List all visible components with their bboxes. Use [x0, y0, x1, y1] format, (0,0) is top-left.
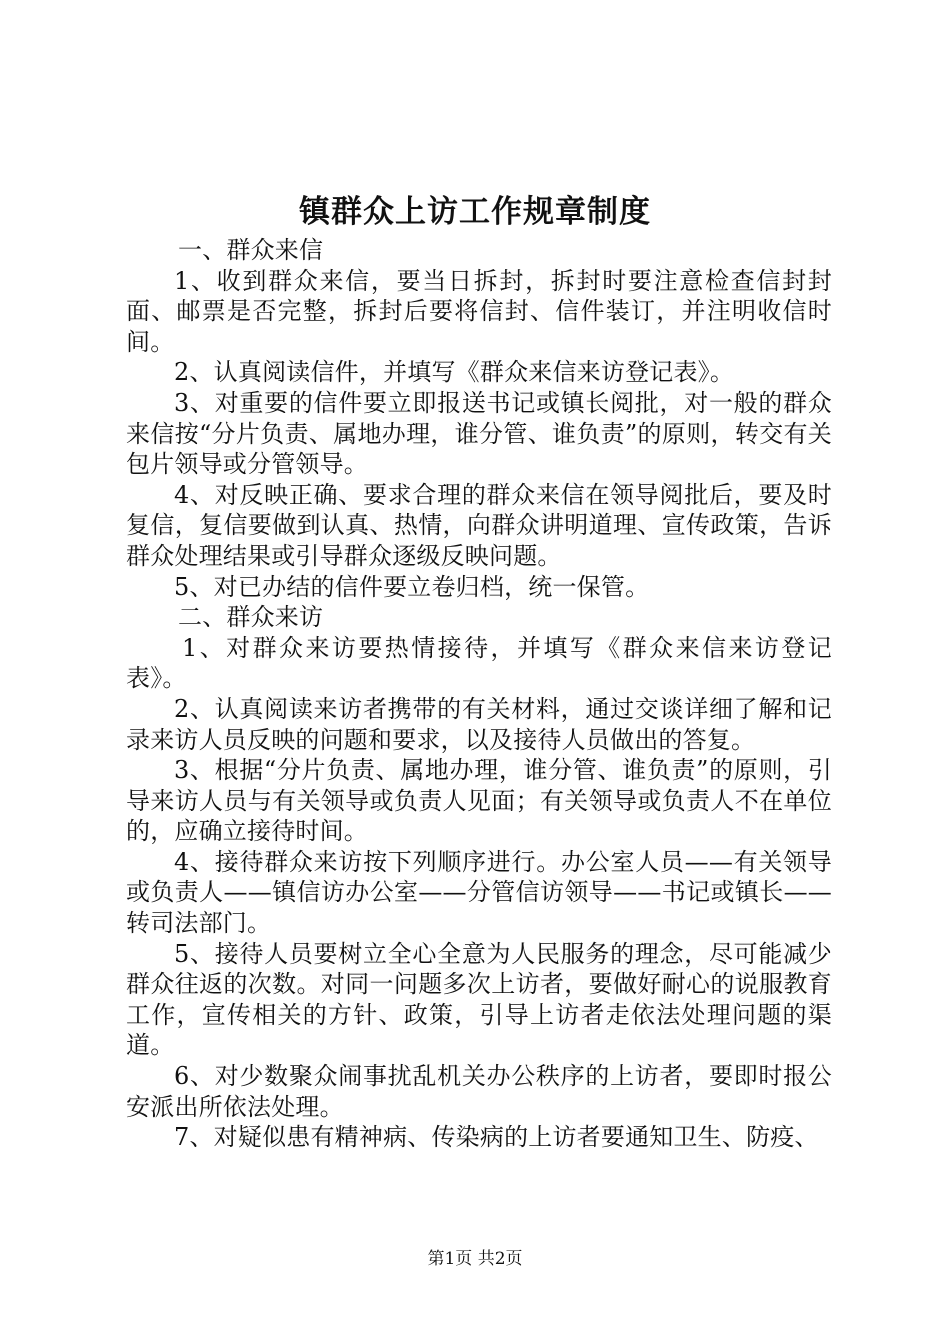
paragraph: 5、接待人员要树立全心全意为人民服务的理念，尽可能减少群众往返的次数。对同一问题多次上访者，要做好耐心的说服教育工作，宣传相关的方针、政策，引导上访者走依法处理问题的渠道。 — [126, 939, 832, 1060]
page-footer: 第1页 共2页 — [427, 1249, 523, 1269]
paragraph: 4、接待群众来访按下列顺序进行。办公室人员——有关领导或负责人——镇信访办公室——分管信访领导——书记或镇长——转司法部门。 — [126, 847, 832, 938]
paragraph: 2、认真阅读信件，并填写《群众来信来访登记表》。 — [174, 358, 735, 387]
section-heading-letters: 一、群众来信 — [178, 236, 324, 264]
document-body — [126, 235, 832, 1153]
page-title: 镇群众上访工作规章制度 — [299, 194, 651, 230]
paragraph: 1、对群众来访要热情接待，并填写《群众来信来访登记表》。 — [126, 633, 832, 693]
paragraph: 7、对疑似患有精神病、传染病的上访者要通知卫生、防疫、 — [174, 1123, 819, 1152]
paragraph: 2、认真阅读来访者携带的有关材料，通过交谈详细了解和记录来访人员反映的问题和要求，以及接待人员做出的答复。 — [126, 694, 832, 754]
paragraph: 5、对已办结的信件要立卷归档，统一保管。 — [174, 572, 650, 601]
paragraph: 3、根据“分片负责、属地办理，谁分管、谁负责”的原则，引导来访人员与有关领导或负责人见面；有关领导或负责人不在单位的，应确立接待时间。 — [126, 756, 832, 846]
paragraph: 3、对重要的信件要立即报送书记或镇长阅批，对一般的群众来信按“分片负责、属地办理，谁分管、谁负责”的原则，转交有关包片领导或分管领导。 — [126, 388, 832, 479]
section-heading-visits: 二、群众来访 — [178, 603, 324, 632]
paragraph: 6、对少数聚众闹事扰乱机关办公秩序的上访者，要即时报公安派出所依法处理。 — [126, 1062, 832, 1121]
paragraph: 1、收到群众来信，要当日拆封，拆封时要注意检查信封封面、邮票是否完整，拆封后要将信封、信件装订，并注明收信时间。 — [126, 266, 832, 356]
paragraph: 4、对反映正确、要求合理的群众来信在领导阅批后，要及时复信，复信要做到认真、热情，向群众讲明道理、宣传政策，告诉群众处理结果或引导群众逐级反映问题。 — [126, 480, 832, 570]
